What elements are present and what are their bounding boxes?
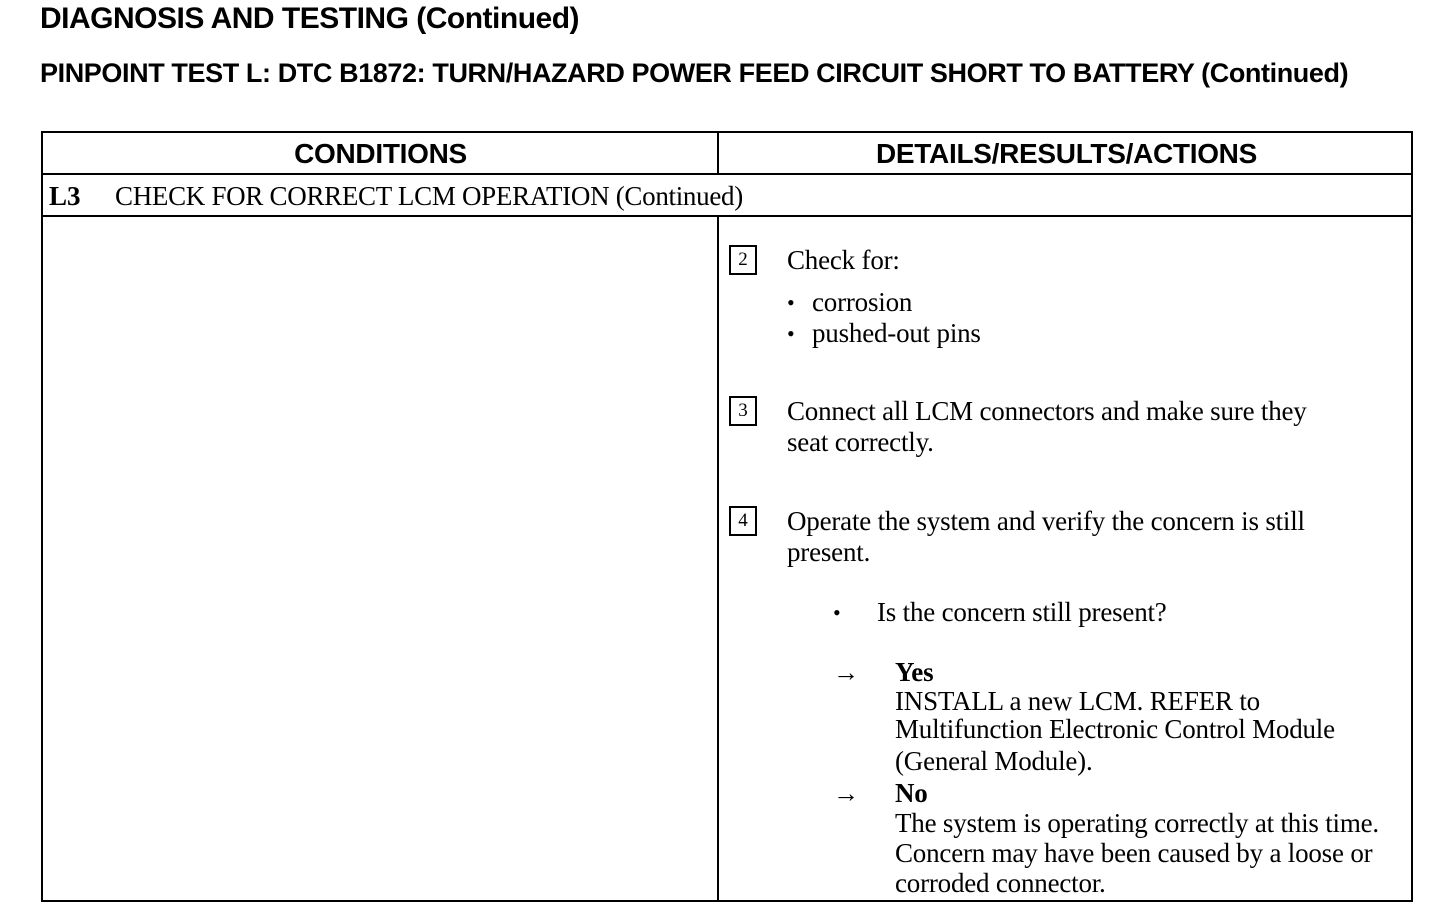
no-label: No	[895, 778, 928, 808]
substep-number-box: 4	[729, 506, 757, 536]
bullet-item: pushed-out pins	[812, 318, 981, 348]
yes-label: Yes	[895, 657, 934, 687]
column-divider-header	[717, 133, 719, 175]
bullet-icon: •	[787, 290, 795, 315]
pinpoint-test-table	[41, 131, 1413, 902]
details-header: DETAILS/RESULTS/ACTIONS	[876, 138, 1257, 169]
no-action-line: The system is operating correctly at this time.	[895, 808, 1379, 838]
substep-number-box: 3	[729, 396, 757, 426]
substep-text-line: seat correctly.	[787, 427, 934, 457]
bullet-item: corrosion	[812, 287, 913, 317]
substep-number-box: 2	[729, 245, 757, 275]
no-action-line: Concern may have been caused by a loose or	[895, 838, 1373, 868]
yes-action-line: INSTALL a new LCM. REFER to	[895, 686, 1260, 716]
arrow-right-icon: →	[833, 779, 859, 808]
bullet-icon: •	[833, 600, 841, 625]
bullet-icon: •	[787, 321, 795, 346]
yes-action-line: (General Module).	[895, 746, 1093, 776]
substep-text-line: Operate the system and verify the concern is still	[787, 506, 1305, 536]
step-id: L3	[49, 181, 81, 211]
table-header-row	[43, 133, 1411, 175]
details-cell	[719, 217, 1413, 902]
section-title: DIAGNOSIS AND TESTING (Continued)	[40, 2, 580, 35]
step-row	[43, 175, 1411, 217]
yes-action-line: Multifunction Electronic Control Module	[895, 714, 1335, 744]
substep-text-line: Connect all LCM connectors and make sure they	[787, 396, 1307, 426]
no-action-line: corroded connector.	[895, 868, 1106, 898]
substep-text: Check for:	[787, 245, 900, 275]
pinpoint-test-title: PINPOINT TEST L: DTC B1872: TURN/HAZARD POWER FEED CIRCUIT SHORT TO BATTERY (Continued)	[40, 58, 1349, 88]
step-title: CHECK FOR CORRECT LCM OPERATION (Continued)	[115, 181, 743, 211]
conditions-cell	[43, 217, 717, 902]
substep-text-line: present.	[787, 537, 871, 567]
arrow-right-icon: →	[833, 658, 859, 687]
conditions-header: CONDITIONS	[294, 138, 467, 169]
question-text: Is the concern still present?	[877, 597, 1167, 627]
